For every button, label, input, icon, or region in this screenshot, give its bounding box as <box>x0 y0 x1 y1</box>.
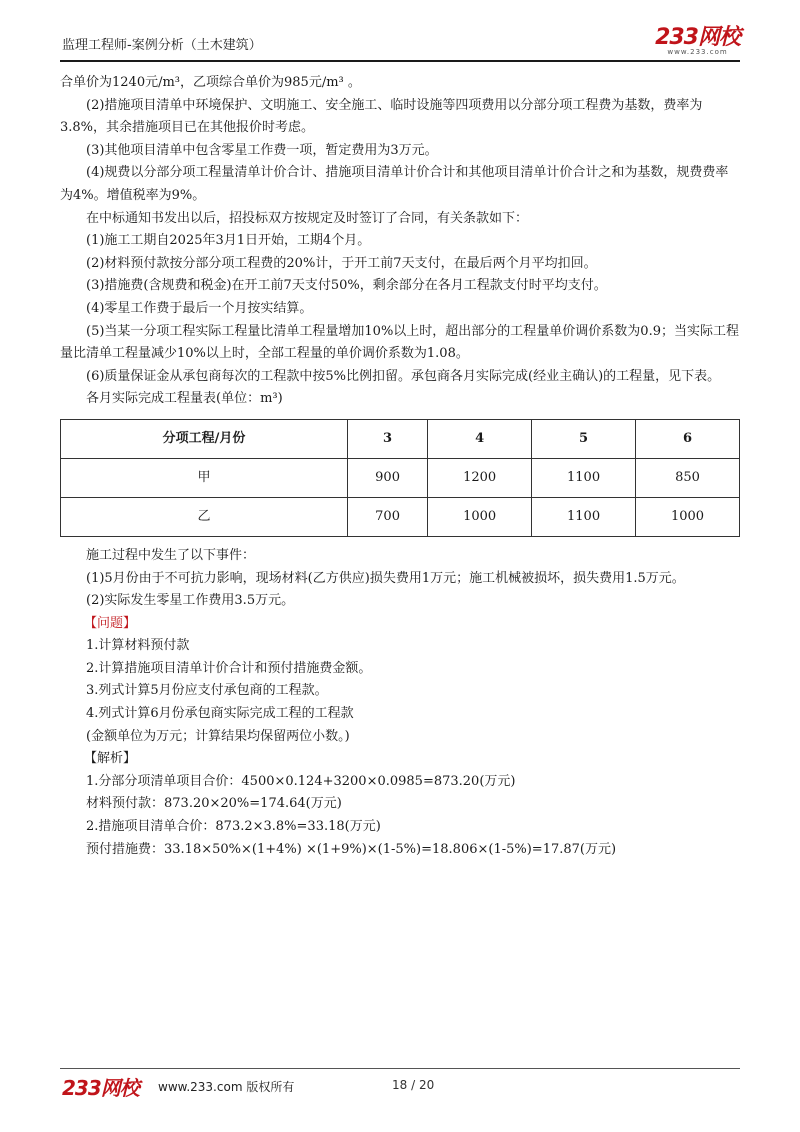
answer-line: 预付措施费：33.18×50%×(1+4%) ×(1+9%)×(1-5%)=18.806×(1-5%)=17.87(万元) <box>86 841 617 857</box>
table-row <box>61 458 740 497</box>
table-cell: 1100 <box>532 458 636 497</box>
quantity-table <box>60 419 740 537</box>
table-header-cell: 3 <box>348 419 428 458</box>
answer-heading: 【解析】 <box>84 751 137 767</box>
paragraph: (5)当某一分项工程实际工程量比清单工程量增加10%以上时，超出部分的工程量单价调价系数为0.9；当实际工程量比清单工程量减少10%以上时，全部工程量的单价调价系数为1.08。 <box>60 323 739 362</box>
question-item: 1.计算材料预付款 <box>86 638 190 654</box>
document-body <box>60 72 740 861</box>
paragraph: 合单价为1240元/m³，乙项综合单价为985元/m³ 。 <box>60 75 361 90</box>
brand-logo <box>655 20 740 56</box>
table-cell: 900 <box>348 458 428 497</box>
answer-line: 材料预付款：873.20×20%=174.64(万元) <box>86 796 342 812</box>
table-cell: 1000 <box>636 497 740 536</box>
paragraph: (1)5月份由于不可抗力影响，现场材料(乙方供应)损失费用1万元；施工机械被损坏，损失费用1.5万元。 <box>86 570 685 586</box>
paragraph: (2)措施项目清单中环境保护、文明施工、安全施工、临时设施等四项费用以分部分项工程费为基数，费率为3.8%，其余措施项目已在其他报价时考虑。 <box>60 97 703 136</box>
answer-line: 1.分部分项清单项目合价：4500×0.124+3200×0.0985=873.20(万元) <box>86 773 516 789</box>
brand-logo-text: 233网校 <box>655 25 740 50</box>
paragraph: 在中标通知书发出以后，招投标双方按规定及时签订了合同，有关条款如下： <box>86 210 529 226</box>
page-header <box>60 18 740 58</box>
table-caption: 各月实际完成工程量表(单位：m³) <box>86 391 283 407</box>
table-header-cell: 5 <box>532 419 636 458</box>
page-footer <box>60 1074 740 1100</box>
answer-line: 2.措施项目清单合价：873.2×3.8%=33.18(万元) <box>86 819 381 835</box>
table-header-cell: 分项工程/月份 <box>61 419 348 458</box>
question-note: (金额单位为万元；计算结果均保留两位小数。) <box>86 728 350 744</box>
header-divider <box>60 60 740 62</box>
question-item: 3.列式计算5月份应支付承包商的工程款。 <box>86 683 328 699</box>
table-header-cell: 4 <box>428 419 532 458</box>
page-number: 18 / 20 <box>392 1078 435 1092</box>
table-cell: 1100 <box>532 497 636 536</box>
question-item: 4.列式计算6月份承包商实际完成工程的工程款 <box>86 706 354 722</box>
table-header-row <box>61 419 740 458</box>
paragraph: (6)质量保证金从承包商每次的工程款中按5%比例扣留。承包商各月实际完成(经业主确认)的工程量，见下表。 <box>86 368 721 384</box>
paragraph: (3)措施费(含规费和税金)在开工前7天支付50%，剩余部分在各月工程款支付时平均支付。 <box>86 278 607 294</box>
table-header-cell: 6 <box>636 419 740 458</box>
paragraph: 施工过程中发生了以下事件： <box>86 547 256 563</box>
paragraph: (2)材料预付款按分部分项工程费的20%计，于开工前7天支付，在最后两个月平均扣回。 <box>86 255 597 271</box>
paragraph: (3)其他项目清单中包含零星工作费一项，暂定费用为3万元。 <box>86 142 438 158</box>
paragraph: (4)规费以分部分项工程量清单计价合计、措施项目清单计价合计和其他项目清单计价合计之和为基数，规费费率为4%。增值税率为9%。 <box>60 165 729 203</box>
table-cell: 1000 <box>428 497 532 536</box>
question-heading: 【问题】 <box>84 615 137 631</box>
footer-copyright: www.233.com 版权所有 <box>158 1080 295 1094</box>
footer-logo: 233网校 <box>62 1076 139 1100</box>
paragraph: (1)施工工期自2025年3月1日开始，工期4个月。 <box>86 233 371 249</box>
brand-logo-url: www.233.com <box>667 48 728 56</box>
table-cell: 甲 <box>61 458 348 497</box>
table-cell: 乙 <box>61 497 348 536</box>
table-cell: 700 <box>348 497 428 536</box>
table-cell: 1200 <box>428 458 532 497</box>
header-title: 监理工程师-案例分析（土木建筑） <box>62 38 262 53</box>
table-row <box>61 497 740 536</box>
table-cell: 850 <box>636 458 740 497</box>
paragraph: (4)零星工作费于最后一个月按实结算。 <box>86 300 313 316</box>
paragraph: (2)实际发生零星工作费用3.5万元。 <box>86 593 295 609</box>
footer-divider <box>60 1068 740 1069</box>
question-item: 2.计算措施项目清单计价合计和预付措施费金额。 <box>86 660 372 676</box>
